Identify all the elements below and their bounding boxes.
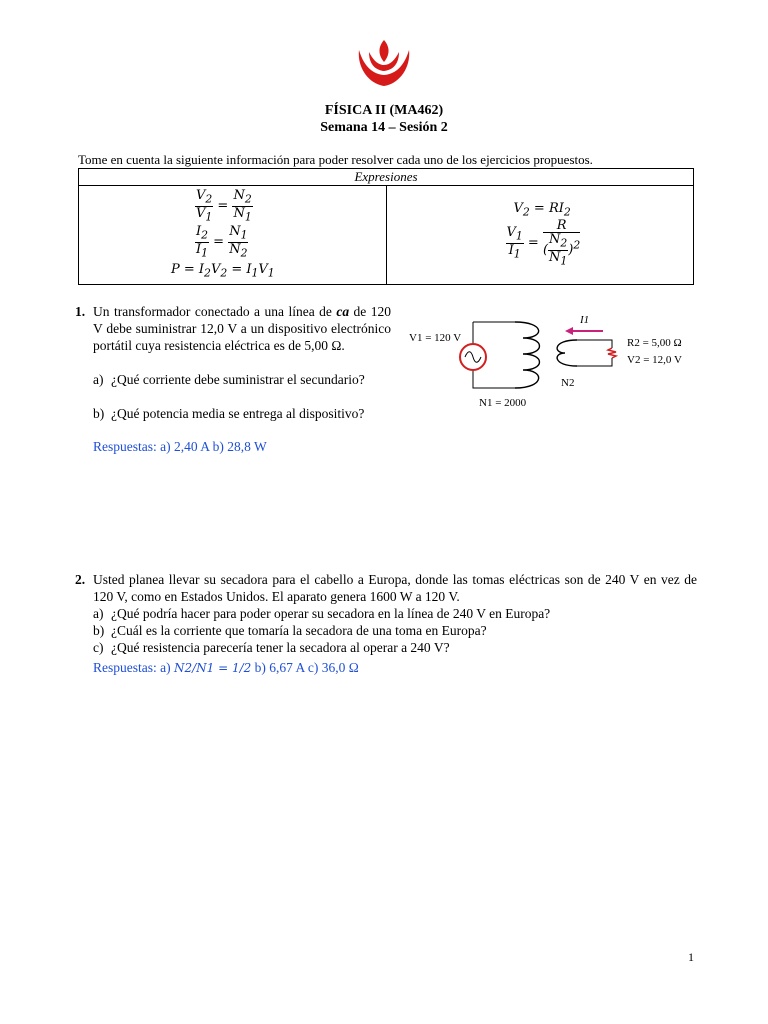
problem2-answers-rest: b) 6,67 A c) 36,0 Ω (251, 660, 359, 675)
r2-label: R2 = 5,00 Ω (627, 337, 682, 349)
primary-circuit (460, 322, 540, 388)
university-flame-logo-icon (355, 38, 413, 88)
problem2-b-label: b) (93, 623, 105, 638)
expressions-right-cell (386, 186, 694, 285)
problem2-c-label: c) (93, 640, 104, 655)
expressions-heading: Expresiones (79, 169, 694, 186)
v1-label: V1 = 120 V (409, 332, 462, 344)
n2-label: N2 (561, 377, 575, 389)
problem2-answers-ratio: N2/N1 = 1/2 (173, 661, 252, 675)
secondary-circuit (557, 340, 616, 366)
problem2-b-text: ¿Cuál es la corriente que tomaría la secadora de una toma en Europa? (111, 623, 487, 638)
intro-text: Tome en cuenta la siguiente información para poder resolver cada uno de los ejercicios propuestos. (78, 152, 593, 167)
expressions-left-cell (79, 186, 387, 285)
session-title: Semana 14 – Sesión 2 (320, 120, 448, 135)
eq-impedance: $\frac{V_1}{I_1}$ = R ( $\frac{N_2}{N_1}$ )$^2$ (506, 218, 581, 268)
problem2-answers-prefix: Respuestas: a) (93, 660, 174, 675)
problem1-a-text: ¿Qué corriente debe suministrar el secundario? (111, 372, 365, 387)
problem1-answers: Respuestas: a) 2,40 A b) 28,8 W (93, 439, 267, 454)
problem1-text: Un transformador conectado a una línea de ca de 120 V debe suministrar 12,0 V a un dispositivo electrónico portátil cuya resistencia eléctrica es de 5,00 Ω. (93, 304, 391, 353)
expressions-table (78, 168, 694, 285)
eq-current-ratio: $\frac{I_2}{I_1}$ = $\frac{N_1}{N_2}$ (196, 224, 248, 260)
v2-label: V2 = 12,0 V (627, 354, 682, 366)
problem2-text: Usted planea llevar su secadora para el cabello a Europa, donde las tomas eléctricas son de 240 V en vez de 120 V, como en Estados Unidos. El aparato genera 1600 W a 120 V. (93, 572, 697, 604)
problem2-a-text: ¿Qué podría hacer para poder operar su secadora en la línea de 240 V en Europa? (111, 606, 551, 621)
current-arrow (565, 327, 603, 335)
problem2-c-text: ¿Qué resistencia parecería tener la secadora al operar a 240 V? (111, 640, 450, 655)
problem1-b-text: ¿Qué potencia media se entrega al dispositivo? (111, 406, 365, 421)
problem1-number: 1. (75, 304, 86, 319)
problem1-a-label: a) (93, 372, 104, 387)
problem1-b-label: b) (93, 406, 105, 421)
problem2-number: 2. (75, 572, 86, 587)
problem2-a-label: a) (93, 606, 104, 621)
eq-ohm: $V_2 = RI_2$ (513, 201, 571, 219)
page-number: 1 (688, 950, 694, 964)
transformer-diagram (405, 310, 695, 420)
problem2-answers (93, 660, 359, 676)
course-title: FÍSICA II (MA462) (324, 103, 444, 118)
eq-voltage-ratio: $\frac{V_2}{V_1}$ = $\frac{N_2}{N_1}$ (196, 188, 252, 224)
n1-label: N1 = 2000 (479, 397, 527, 409)
eq-power: $P = I_2V_2 = I_1V_1$ (171, 262, 275, 280)
i1-label: I1 (580, 314, 590, 326)
